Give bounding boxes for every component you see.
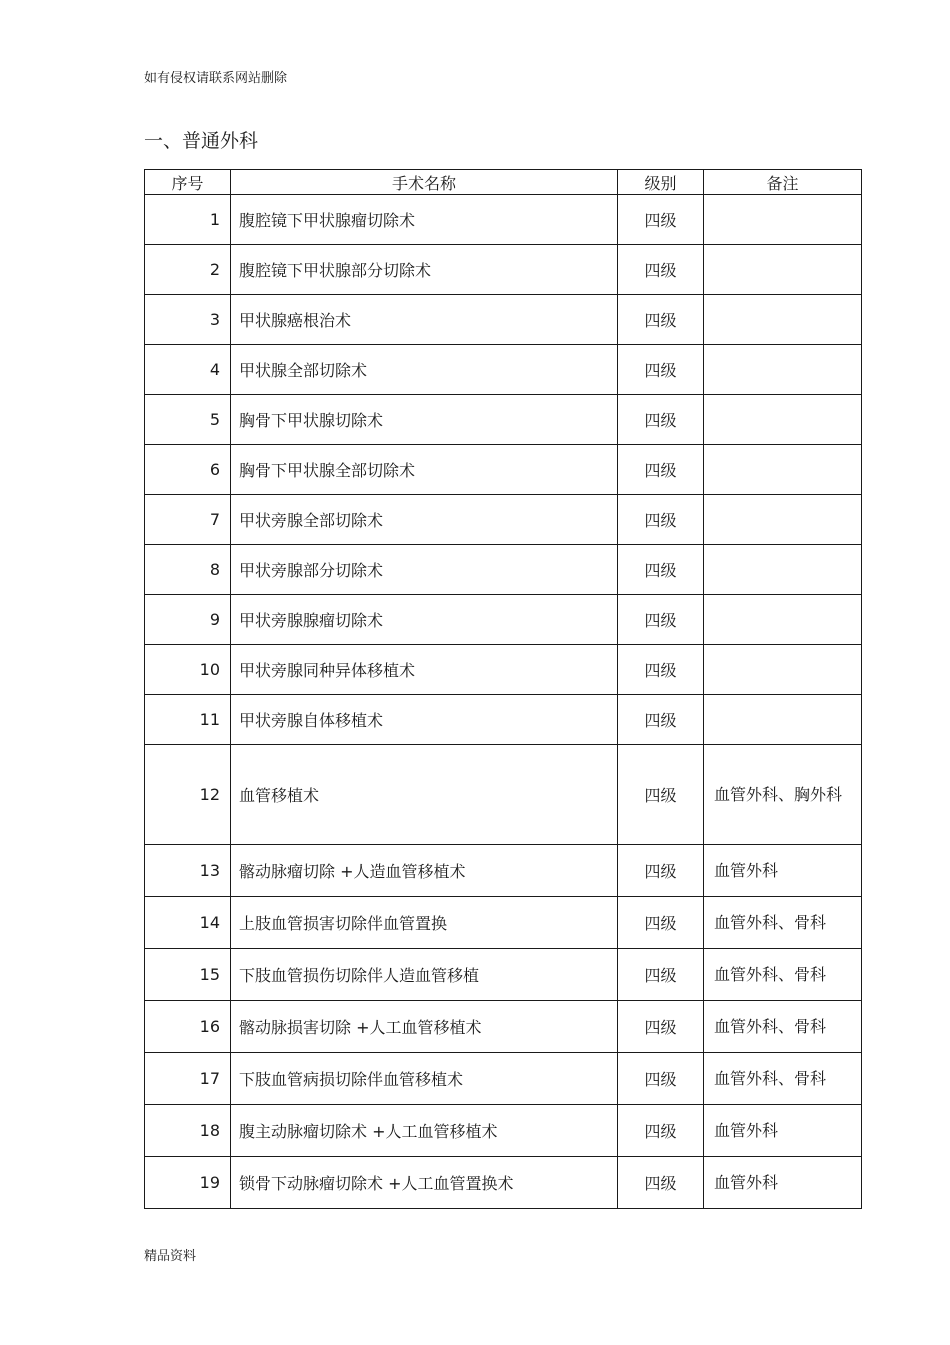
row-level: 四级 [618, 949, 704, 1001]
header-note: 如有侵权请联系网站删除 [144, 71, 288, 86]
row-number: 13 [145, 845, 231, 897]
row-level: 四级 [618, 295, 704, 345]
row-number: 6 [145, 445, 231, 495]
row-surgery-name: 甲状旁腺部分切除术 [231, 545, 618, 595]
row-remark [704, 545, 862, 595]
table-row [145, 745, 862, 845]
row-number: 15 [145, 949, 231, 1001]
row-surgery-name: 甲状旁腺同种异体移植术 [231, 645, 618, 695]
row-level: 四级 [618, 1053, 704, 1105]
row-number: 4 [145, 345, 231, 395]
row-surgery-name: 髂动脉瘤切除 +人造血管移植术 [231, 845, 618, 897]
row-surgery-name: 甲状旁腺全部切除术 [231, 495, 618, 545]
row-level: 四级 [618, 1105, 704, 1157]
row-level: 四级 [618, 545, 704, 595]
surgery-table [144, 169, 862, 1209]
header-level: 级别 [618, 170, 704, 195]
row-level: 四级 [618, 695, 704, 745]
row-surgery-name: 腹腔镜下甲状腺部分切除术 [231, 245, 618, 295]
table-header-row [145, 170, 862, 195]
row-remark [704, 345, 862, 395]
table-row [145, 949, 862, 1001]
row-level: 四级 [618, 495, 704, 545]
header-number: 序号 [145, 170, 231, 195]
row-number: 11 [145, 695, 231, 745]
row-remark: 血管外科 [704, 1105, 862, 1157]
row-level: 四级 [618, 395, 704, 445]
footer-note: 精品资料 [144, 1249, 197, 1264]
row-surgery-name: 腹主动脉瘤切除术 +人工血管移植术 [231, 1105, 618, 1157]
row-surgery-name: 下肢血管损伤切除伴人造血管移植 [231, 949, 618, 1001]
table-row [145, 1053, 862, 1105]
table-row [145, 545, 862, 595]
row-remark: 血管外科 [704, 1157, 862, 1209]
row-level: 四级 [618, 745, 704, 845]
row-remark [704, 245, 862, 295]
header-surgery-name: 手术名称 [231, 170, 618, 195]
table-body [145, 195, 862, 1209]
row-number: 18 [145, 1105, 231, 1157]
row-number: 8 [145, 545, 231, 595]
row-number: 5 [145, 395, 231, 445]
row-number: 1 [145, 195, 231, 245]
row-number: 17 [145, 1053, 231, 1105]
table-row [145, 495, 862, 545]
row-level: 四级 [618, 345, 704, 395]
row-number: 2 [145, 245, 231, 295]
table-row [145, 645, 862, 695]
table-row [145, 445, 862, 495]
row-surgery-name: 胸骨下甲状腺全部切除术 [231, 445, 618, 495]
table-row [145, 845, 862, 897]
row-number: 12 [145, 745, 231, 845]
row-level: 四级 [618, 595, 704, 645]
row-number: 14 [145, 897, 231, 949]
row-surgery-name: 甲状腺癌根治术 [231, 295, 618, 345]
table-row [145, 595, 862, 645]
row-number: 9 [145, 595, 231, 645]
row-remark [704, 295, 862, 345]
table-row [145, 345, 862, 395]
row-surgery-name: 甲状腺全部切除术 [231, 345, 618, 395]
row-surgery-name: 锁骨下动脉瘤切除术 +人工血管置换术 [231, 1157, 618, 1209]
row-remark [704, 645, 862, 695]
table-row [145, 245, 862, 295]
row-surgery-name: 腹腔镜下甲状腺瘤切除术 [231, 195, 618, 245]
table-row [145, 1105, 862, 1157]
header-remark: 备注 [704, 170, 862, 195]
table-row [145, 1001, 862, 1053]
row-surgery-name: 甲状旁腺自体移植术 [231, 695, 618, 745]
table-row [145, 1157, 862, 1209]
row-remark [704, 395, 862, 445]
row-remark: 血管外科 [704, 845, 862, 897]
table-row [145, 295, 862, 345]
row-surgery-name: 髂动脉损害切除 +人工血管移植术 [231, 1001, 618, 1053]
row-level: 四级 [618, 245, 704, 295]
table-row [145, 395, 862, 445]
row-level: 四级 [618, 445, 704, 495]
row-remark: 血管外科、骨科 [704, 949, 862, 1001]
row-level: 四级 [618, 1157, 704, 1209]
row-remark: 血管外科、骨科 [704, 1053, 862, 1105]
row-remark: 血管外科、骨科 [704, 1001, 862, 1053]
row-number: 3 [145, 295, 231, 345]
row-remark [704, 495, 862, 545]
table-row [145, 897, 862, 949]
row-remark [704, 445, 862, 495]
row-number: 7 [145, 495, 231, 545]
row-surgery-name: 血管移植术 [231, 745, 618, 845]
row-surgery-name: 下肢血管病损切除伴血管移植术 [231, 1053, 618, 1105]
row-level: 四级 [618, 1001, 704, 1053]
row-level: 四级 [618, 645, 704, 695]
row-remark [704, 195, 862, 245]
row-level: 四级 [618, 897, 704, 949]
row-level: 四级 [618, 845, 704, 897]
row-number: 16 [145, 1001, 231, 1053]
row-surgery-name: 上肢血管损害切除伴血管置换 [231, 897, 618, 949]
row-remark [704, 595, 862, 645]
row-remark: 血管外科、胸外科 [704, 745, 862, 845]
row-level: 四级 [618, 195, 704, 245]
row-surgery-name: 胸骨下甲状腺切除术 [231, 395, 618, 445]
table-row [145, 195, 862, 245]
row-remark: 血管外科、骨科 [704, 897, 862, 949]
row-number: 10 [145, 645, 231, 695]
row-surgery-name: 甲状旁腺腺瘤切除术 [231, 595, 618, 645]
section-title: 一、普通外科 [144, 130, 259, 152]
table-row [145, 695, 862, 745]
row-number: 19 [145, 1157, 231, 1209]
row-remark [704, 695, 862, 745]
